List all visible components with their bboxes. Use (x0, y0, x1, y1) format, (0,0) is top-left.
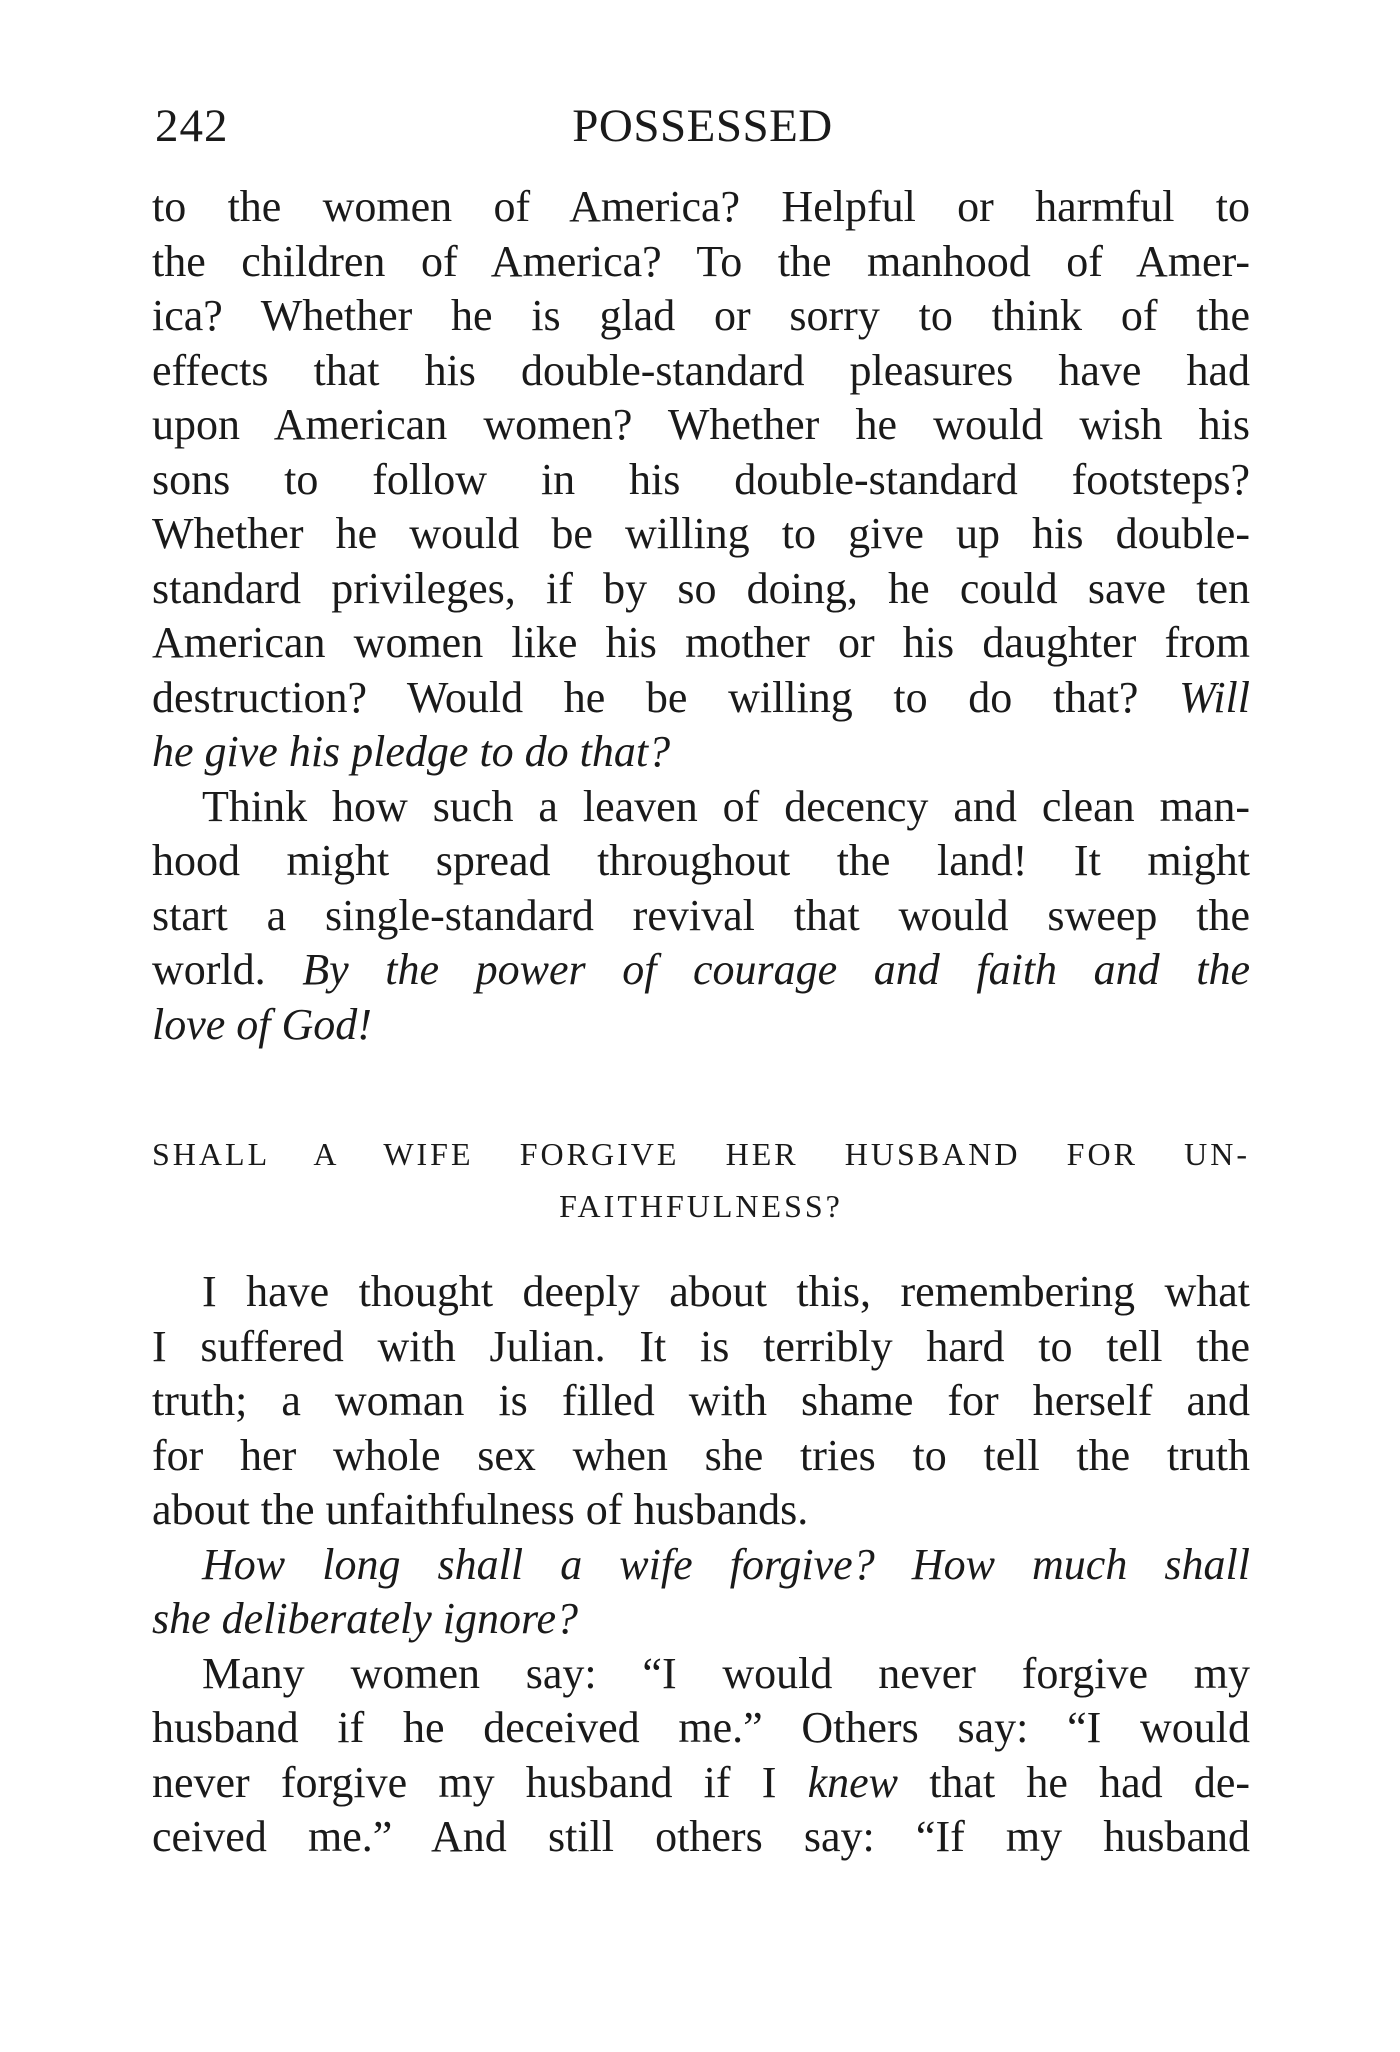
text-line: husband if he deceived me.” Others say: “I would (152, 1703, 1250, 1752)
italic-line: he give his pledge to do that? (152, 727, 671, 776)
text-line: Think how such a leaven of decency and clean man- (202, 781, 1250, 831)
text-line: standard privileges, if by so doing, he could save ten (152, 563, 1250, 613)
italic-segment: By the power of courage and faith and the (302, 945, 1250, 994)
text-line: to the women of America? Helpful or harmful to (152, 182, 1250, 231)
running-header (155, 96, 1250, 156)
text-line-mixed (152, 671, 1250, 726)
text-line-mixed (152, 1756, 1250, 1811)
text-line: effects that his double-standard pleasures have had (152, 345, 1250, 395)
text-line: upon American women? Whether he would wish his (152, 400, 1250, 449)
text-line: hood might spread throughout the land! It might (152, 836, 1250, 885)
text-line: start a single-standard revival that would sweep the (152, 890, 1250, 940)
text-line: Many women say: “I would never forgive my (202, 1648, 1250, 1698)
text-line: I have thought deeply about this, remembering what (202, 1267, 1250, 1316)
text-segment: destruction? Would he be willing to do that? (152, 672, 1139, 722)
text-line-mixed (152, 943, 1250, 998)
text-segment: world. (152, 945, 266, 994)
body-text-top (152, 180, 1250, 1052)
text-line: ica? Whether he is glad or sorry to think of the (152, 291, 1250, 340)
text-line: American women like his mother or his daughter from (152, 618, 1250, 667)
italic-line: How long shall a wife forgive? How much shall (202, 1539, 1250, 1589)
text-line: the children of America? To the manhood of Amer- (152, 236, 1250, 286)
text-line: I suffered with Julian. It is terribly hard to tell the (152, 1321, 1250, 1371)
text-line: sons to follow in his double-standard footsteps? (152, 454, 1250, 504)
text-segment: that he had de- (929, 1757, 1251, 1807)
italic-segment: Will (1179, 672, 1251, 722)
section-heading-line1: SHALL A WIFE FORGIVE HER HUSBAND FOR UN- (152, 1136, 1250, 1172)
text-line: ceived me.” And still others say: “If my husband (152, 1812, 1250, 1861)
text-line: truth; a woman is filled with shame for herself and (152, 1376, 1250, 1425)
body-text-bottom (152, 1265, 1250, 1865)
text-segment: never forgive my husband if I (152, 1757, 777, 1807)
section-heading (152, 1128, 1250, 1232)
page-number: 242 (155, 100, 229, 152)
running-title: POSSESSED (572, 100, 833, 152)
text-line: about the unfaithfulness of husbands. (152, 1485, 809, 1534)
italic-line: love of God! (152, 999, 372, 1049)
italic-segment: knew (807, 1757, 898, 1807)
text-line: Whether he would be willing to give up his double- (152, 509, 1250, 558)
italic-line: she deliberately ignore? (152, 1594, 579, 1643)
section-heading-line2: FAITHFULNESS? (559, 1188, 843, 1224)
text-line: for her whole sex when she tries to tell the truth (152, 1430, 1250, 1480)
